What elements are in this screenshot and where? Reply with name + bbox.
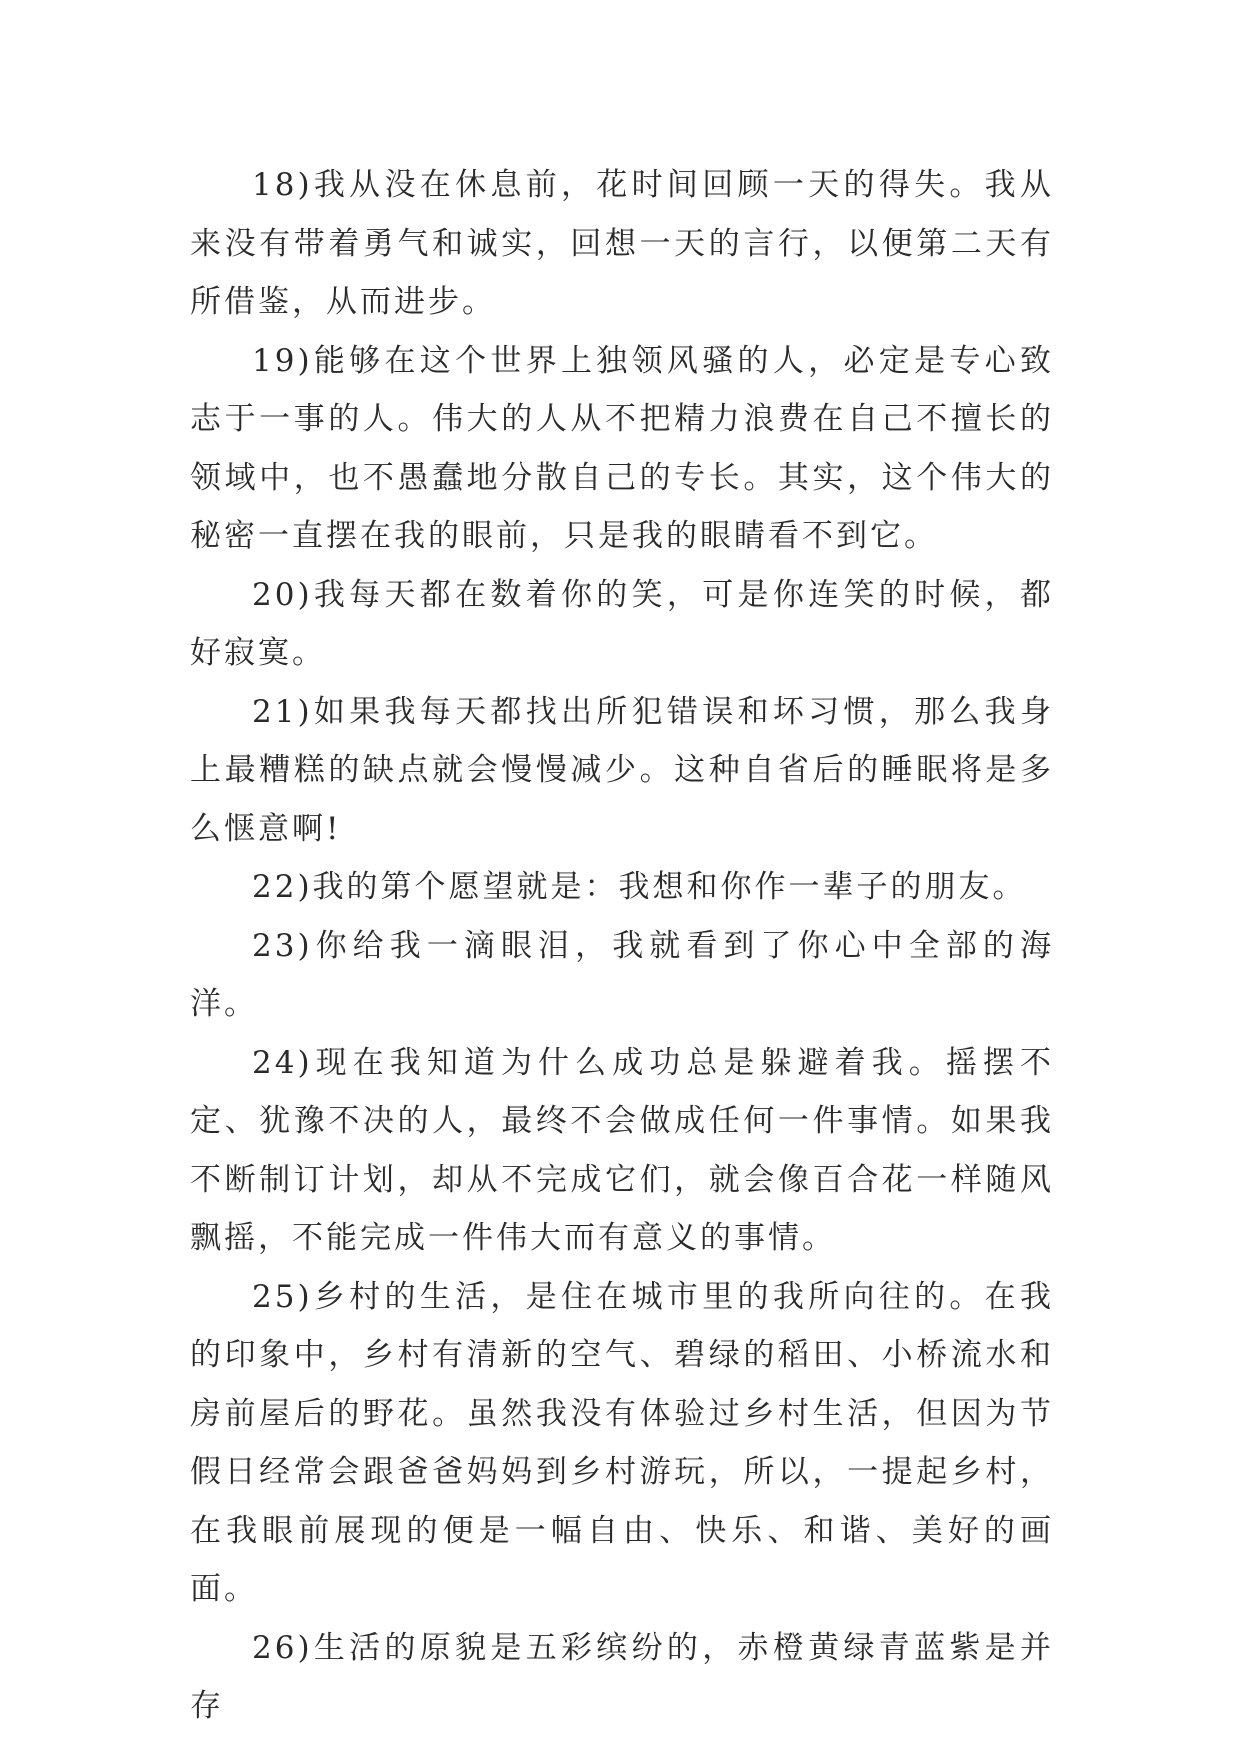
paragraph-23: 23)你给我一滴眼泪，我就看到了你心中全部的海洋。 xyxy=(190,927,1054,1022)
paragraph-21: 21)如果我每天都找出所犯错误和坏习惯，那么我身上最糟糕的缺点就会慢慢减少。这种自省后的睡眠将是多么惬意啊! xyxy=(190,693,1054,847)
paragraph-22: 22)我的第个愿望就是：我想和你作一辈子的朋友。 xyxy=(252,869,1027,905)
document-page xyxy=(190,156,1054,1736)
paragraph-19: 19)能够在这个世界上独领风骚的人，必定是专心致志于一事的人。伟大的人从不把精力浪费在自己不擅长的领域中，也不愚蠢地分散自己的专长。其实，这个伟大的秘密一直摆在我的眼前，只是我的眼睛看不到它。 xyxy=(190,342,1054,554)
paragraph-26: 26)生活的原貌是五彩缤纷的，赤橙黄绿青蓝紫是并存 xyxy=(190,1629,1054,1724)
paragraph-18: 18)我从没在休息前，花时间回顾一天的得失。我从来没有带着勇气和诚实，回想一天的言行，以便第二天有所借鉴，从而进步。 xyxy=(190,167,1054,320)
paragraph-20: 20)我每天都在数着你的笑，可是你连笑的时候，都好寂寞。 xyxy=(190,576,1054,671)
paragraph-24: 24)现在我知道为什么成功总是躲避着我。摇摆不定、犹豫不决的人，最终不会做成任何一件事情。如果我不断制订计划，却从不完成它们，就会像百合花一样随风飘摇，不能完成一件伟大而有意义的事情。 xyxy=(190,1044,1054,1256)
paragraph-25: 25)乡村的生活，是住在城市里的我所向往的。在我的印象中，乡村有清新的空气、碧绿的稻田、小桥流水和房前屋后的野花。虽然我没有体验过乡村生活，但因为节假日经常会跟爸爸妈妈到乡村游玩，所以，一提起乡村，在我眼前展现的便是一幅自由、快乐、和谐、美好的画面。 xyxy=(190,1278,1054,1607)
